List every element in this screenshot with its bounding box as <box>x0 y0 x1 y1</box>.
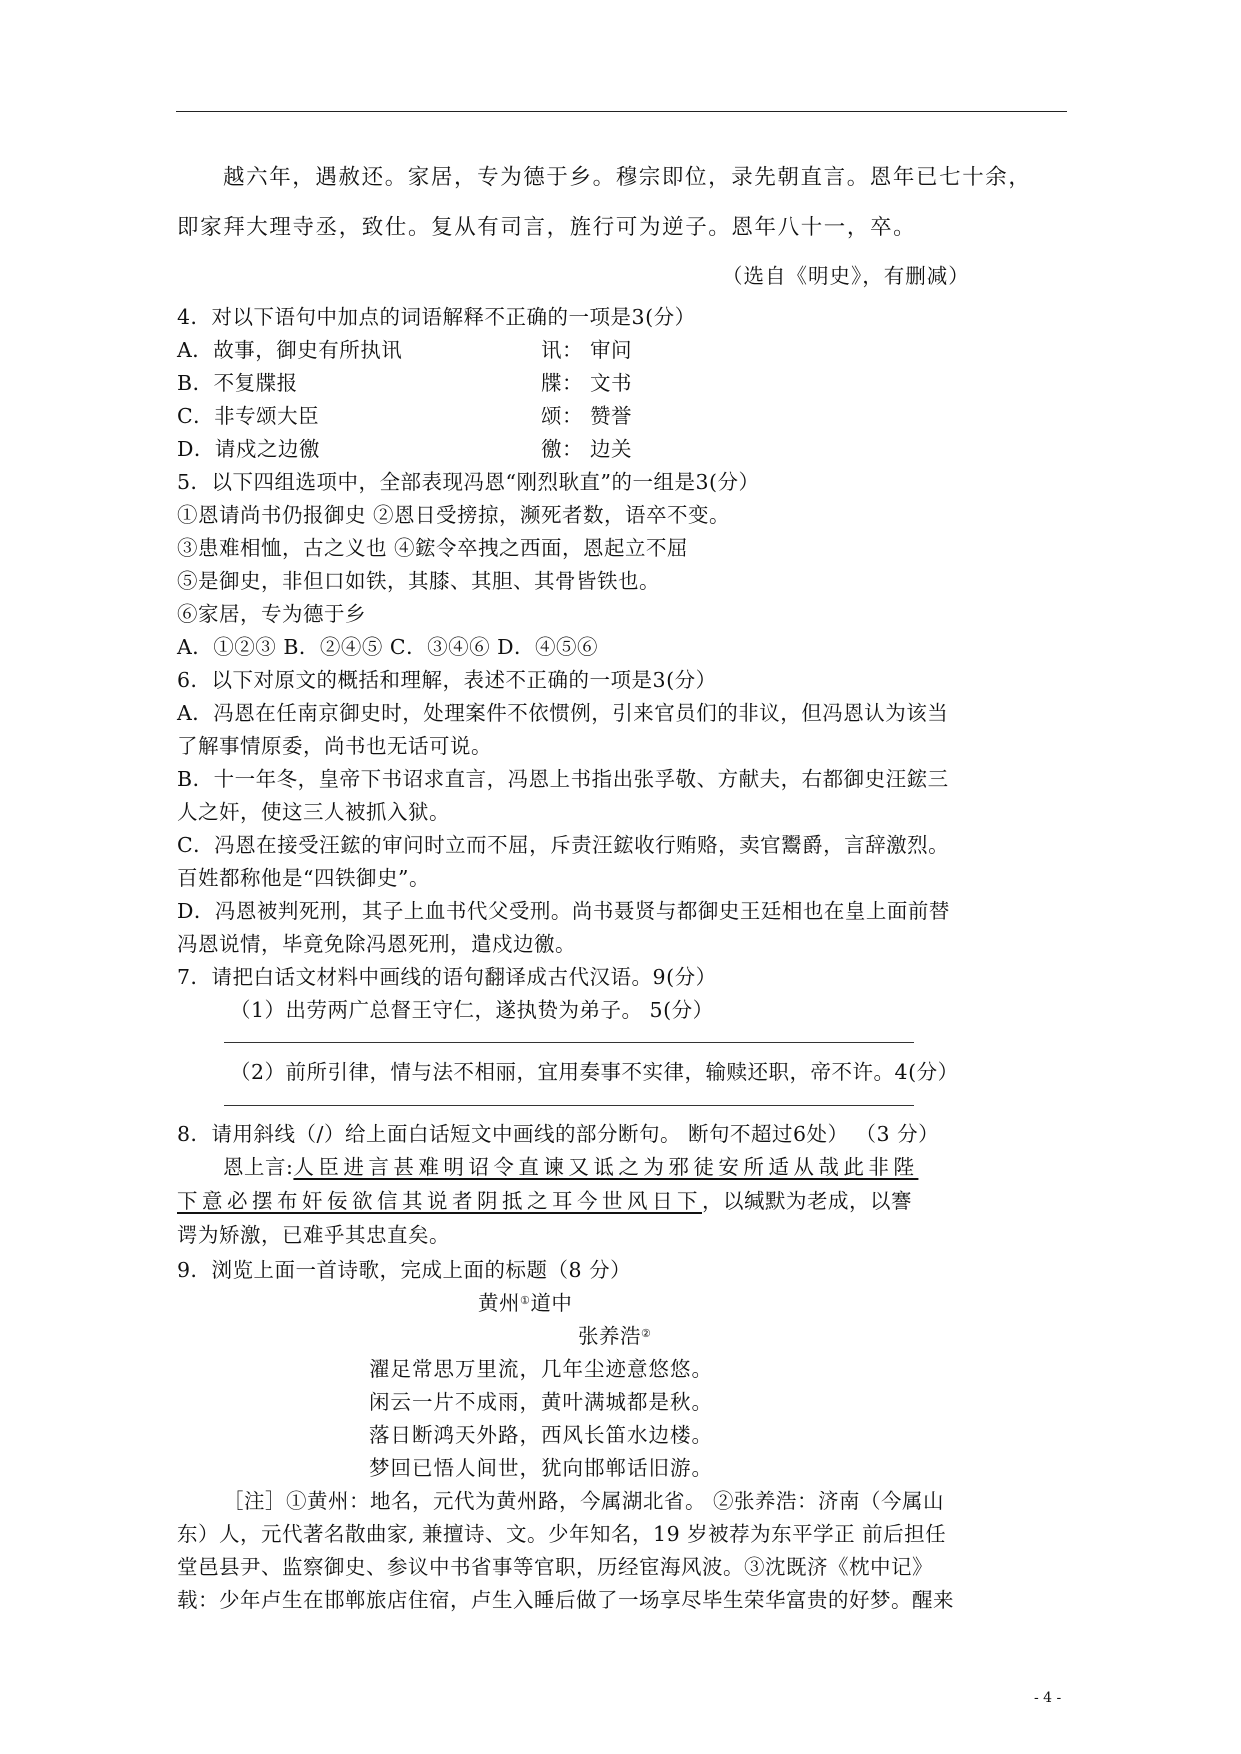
q5-item: ①恩请尚书仍报御史 ②恩日受搒掠，濒死者数，语卒不变。 <box>177 503 731 527</box>
note-mark-2: ② <box>641 1327 652 1340</box>
q7-stem: 7．请把白话文材料中画线的语句翻译成古代汉语。9(分） <box>177 965 717 989</box>
q8-lead: 恩上言: <box>223 1155 294 1179</box>
q5-item: ③患难相恤，古之义也 ④鋐令卒拽之西面，恩起立不屈 <box>177 536 689 560</box>
note-line: 东）人，元代著名散曲家, 兼擅诗、文。少年知名，19 岁被荐为东平学正 前后担任 <box>177 1522 947 1546</box>
q4-stem: 4．对以下语句中加点的词语解释不正确的一项是3(分） <box>177 305 696 329</box>
q6-line: 了解事情原委，尚书也无话可说。 <box>177 734 492 758</box>
q8-tail: ，以缄默为老成，以謇 <box>702 1189 912 1213</box>
poem-author <box>578 1319 651 1349</box>
q6-line: A．冯恩在任南京御史时，处理案件不依惯例，引来官员们的非议，但冯恩认为该当 <box>177 701 949 725</box>
q5-item: ⑥家居，专为德于乡 <box>177 602 366 626</box>
poem-line: 落日断鸿天外路，西风长笛水边楼。 <box>369 1423 713 1447</box>
note-line: 堂邑县尹、监察御史、参议中书省事等官职，历经宦海风波。③沈既济《枕中记》 <box>177 1555 933 1579</box>
q4-gloss-c: 颂： 赞誉 <box>541 404 633 428</box>
poem-line: 闲云一片不成雨，黄叶满城都是秋。 <box>369 1390 713 1414</box>
q4-option-a: A．故事，御史有所执讯 <box>177 338 403 362</box>
passage-line-2: 即家拜大理寺丞，致仕。复从有司言，旌行可为逆子。恩年八十一，卒。 <box>177 215 917 240</box>
q7-sentence-2: （2）前所引律，情与法不相丽，宜用奏事不实律，输赎还职，帝不许。4(分） <box>230 1060 959 1084</box>
q4-gloss-a: 讯： 审问 <box>541 338 633 362</box>
q8-underlined-1: 人臣进言甚难明诏令直谏又诋之为邪徒安所适从哉此非陛 <box>293 1155 919 1179</box>
passage-source: （选自《明史》，有删减） <box>722 264 970 288</box>
q8-stem: 8．请用斜线（/）给上面白话短文中画线的部分断句。 断句不超过6处） （3 分） <box>177 1122 940 1146</box>
poem-line: 梦回已悟人间世，犹向邯郸话旧游。 <box>369 1456 713 1480</box>
q6-line: 人之奸，使这三人被抓入狱。 <box>177 800 450 824</box>
answer-blank-2[interactable] <box>224 1105 914 1106</box>
poem-line: 濯足常思万里流，几年尘迹意悠悠。 <box>369 1357 713 1381</box>
poem-title-text: 黄州 <box>478 1291 520 1315</box>
q4-gloss-d: 徼： 边关 <box>541 437 633 461</box>
note-mark-1: ① <box>520 1294 531 1307</box>
q6-stem: 6．以下对原文的概括和理解，表述不正确的一项是3(分） <box>177 668 717 692</box>
poem-author-name: 张养浩 <box>578 1324 641 1348</box>
q6-line: 百姓都称他是“四铁御史”。 <box>177 866 430 890</box>
q7-sentence-1: （1）出劳两广总督王守仁，遂执贽为弟子。 5(分） <box>230 998 714 1022</box>
poem-title-text-2: 道中 <box>530 1291 573 1315</box>
q8-underlined-2: 下意必摆布奸佞欲信其说者阴抵之耳今世风日下 <box>177 1189 702 1213</box>
q9-stem: 9．浏览上面一首诗歌，完成上面的标题（8 分） <box>177 1258 632 1282</box>
passage-line-1: 越六年，遇赦还。家居，专为德于乡。穆宗即位，录先朝直言。恩年已七十余， <box>223 165 1032 190</box>
q5-choices: A．①②③ B．②④⑤ C．③④⑥ D．④⑤⑥ <box>177 635 599 659</box>
q6-line: B．十一年冬，皇帝下书诏求直言，冯恩上书指出张孚敬、方献夫，右都御史汪鋐三 <box>177 767 949 791</box>
q6-line: D．冯恩被判死刑，其子上血书代父受刑。尚书聂贤与都御史王廷相也在皇上面前替 <box>177 899 950 923</box>
q4-option-c: C．非专颂大臣 <box>177 404 320 428</box>
q4-gloss-b: 牒： 文书 <box>541 371 633 395</box>
poem-title <box>478 1286 572 1316</box>
q5-stem: 5．以下四组选项中，全部表现冯恩“刚烈耿直”的一组是3(分） <box>177 470 760 494</box>
q6-line: C．冯恩在接受汪鋐的审问时立而不屈，斥责汪鋐收行贿赂，卖官鬻爵，言辞激烈。 <box>177 833 950 857</box>
q4-option-b: B．不复牒报 <box>177 371 298 395</box>
note-line: ［注］①黄州：地名，元代为黄州路，今属湖北省。 ②张养浩：济南（今属山 <box>223 1489 945 1513</box>
q8-line-1 <box>223 1150 918 1180</box>
page-number: - 4 - <box>1034 1690 1062 1706</box>
q8-line-3: 谔为矫激，已难乎其忠直矣。 <box>177 1223 450 1247</box>
answer-blank-1[interactable] <box>224 1042 914 1043</box>
q4-option-d: D．请戍之边徼 <box>177 437 320 461</box>
note-line: 载：少年卢生在邯郸旅店住宿，卢生入睡后做了一场享尽毕生荣华富贵的好梦。醒来 <box>177 1588 954 1612</box>
q6-line: 冯恩说情，毕竟免除冯恩死刑，遣戍边徼。 <box>177 932 576 956</box>
q8-line-2 <box>177 1184 912 1214</box>
header-rule <box>176 111 1067 112</box>
q5-item: ⑤是御史，非但口如铁，其膝、其胆、其骨皆铁也。 <box>177 569 660 593</box>
